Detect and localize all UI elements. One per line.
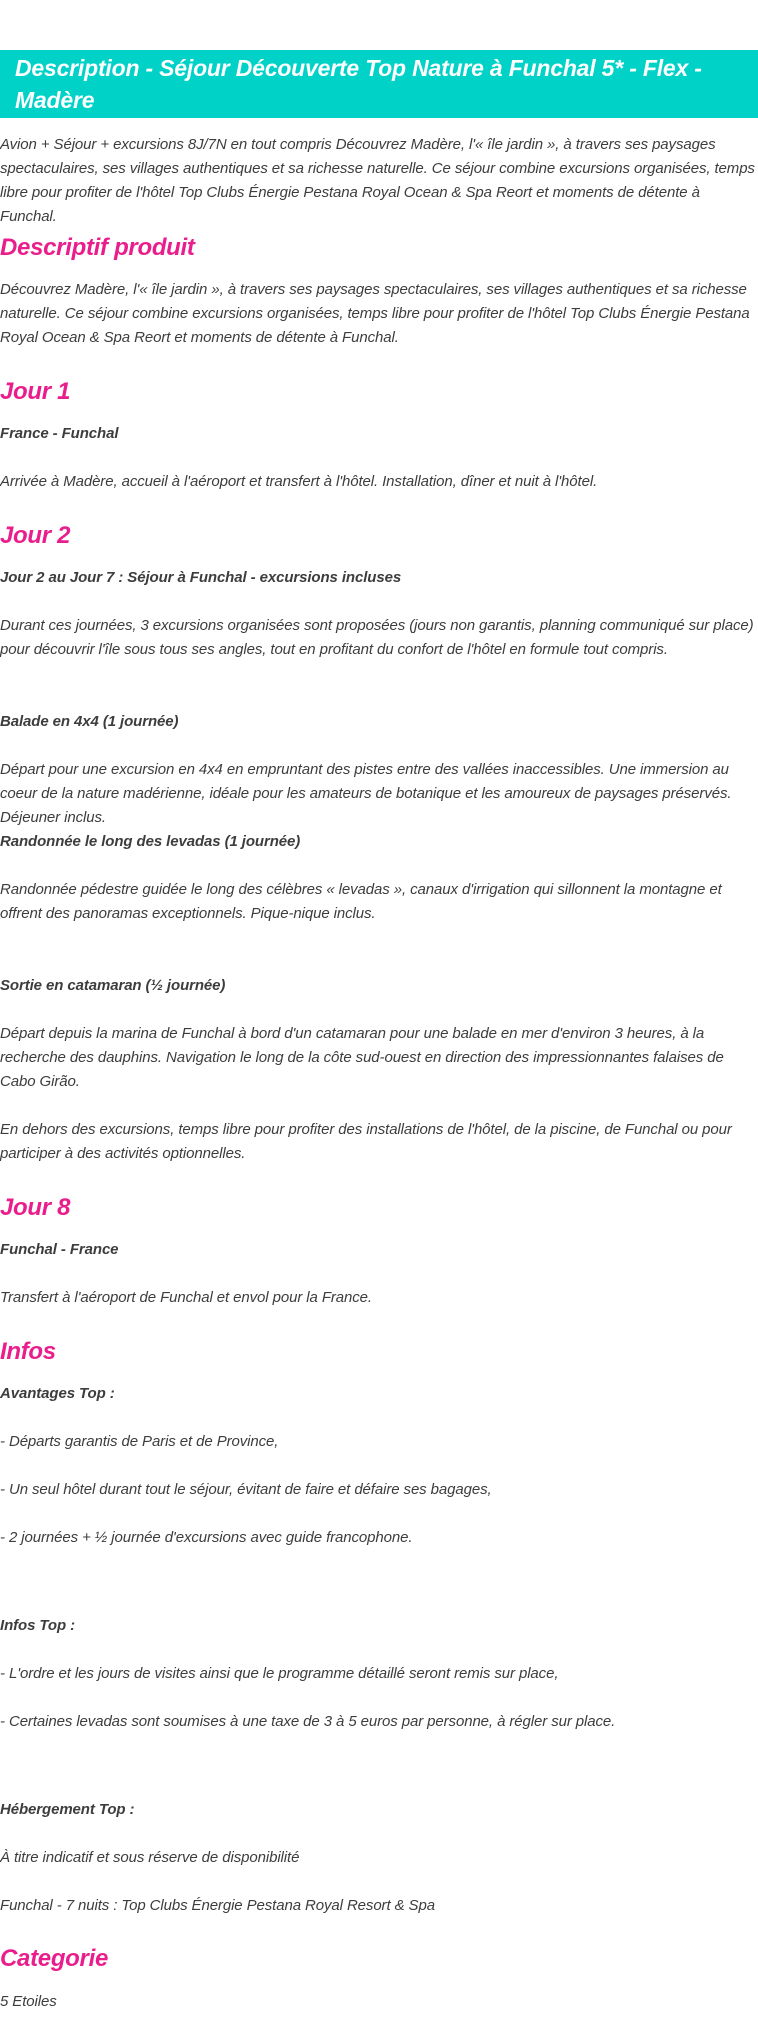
descriptif-heading: Descriptif produit	[0, 234, 195, 261]
hebergement-item: Funchal - 7 nuits : Top Clubs Énergie Pestana Royal Resort & Spa	[0, 1897, 435, 1914]
info-item: - L'ordre et les jours de visites ainsi que le programme détaillé seront remis sur place,	[0, 1665, 559, 1682]
excursion-4x4-title: Balade en 4x4 (1 journée)	[0, 713, 179, 730]
descriptif-text: Découvrez Madère, l'« île jardin », à travers ses paysages spectaculaires, ses villages authentiques et sa richesse naturelle. Ce séjour combine excursions organisées, temps libre pour profiter de l'hôtel Top Clubs Énergie Pestana Royal Ocean & Spa Reort et moments de détente à Funchal.	[0, 281, 750, 346]
jour8-text: Transfert à l'aéroport de Funchal et envol pour la France.	[0, 1289, 372, 1306]
avantage-item: - Départs garantis de Paris et de Province,	[0, 1433, 279, 1450]
jour1-subtitle: France - Funchal	[0, 425, 119, 442]
hebergement-title: Hébergement Top :	[0, 1801, 135, 1818]
jour2-text: Durant ces journées, 3 excursions organisées sont proposées (jours non garantis, planning communiqué sur place) pour découvrir l'île sous tous ses angles, tout en profitant du confort de l'hôtel en formule tout compris.	[0, 617, 754, 658]
intro-text: Avion + Séjour + excursions 8J/7N en tout compris Découvrez Madère, l'« île jardin », à travers ses paysages spectaculaires, ses villages authentiques et sa richesse naturelle. Ce séjour combine excursions organisées, temps libre pour profiter de l'hôtel Top Clubs Énergie Pestana Royal Ocean & Spa Reort et moments de détente à Funchal.	[0, 136, 755, 225]
jour1-text: Arrivée à Madère, accueil à l'aéroport et transfert à l'hôtel. Installation, dîner et nuit à l'hôtel.	[0, 473, 598, 490]
jour8-subtitle: Funchal - France	[0, 1241, 119, 1258]
free-time-text: En dehors des excursions, temps libre pour profiter des installations de l'hôtel, de la piscine, de Funchal ou pour participer à des activités optionnelles.	[0, 1121, 732, 1162]
infos-top-title: Infos Top :	[0, 1617, 75, 1634]
jour2-heading: Jour 2	[0, 522, 71, 549]
title-banner	[0, 50, 758, 118]
jour1-heading: Jour 1	[0, 378, 71, 405]
page-title: Description - Séjour Découverte Top Nature à Funchal 5* - Flex - Madère	[15, 55, 702, 113]
excursion-levadas-text: Randonnée pédestre guidée le long des célèbres « levadas », canaux d'irrigation qui sillonnent la montagne et offrent des panoramas exceptionnels. Pique-nique inclus.	[0, 881, 722, 922]
avantage-item: - 2 journées + ½ journée d'excursions avec guide francophone.	[0, 1529, 413, 1546]
excursion-catamaran-title: Sortie en catamaran (½ journée)	[0, 977, 226, 994]
excursion-4x4-text: Départ pour une excursion en 4x4 en empruntant des pistes entre des vallées inaccessibles. Une immersion au coeur de la nature madérienne, idéale pour les amateurs de botanique et les amoureux de paysages préservés. Déjeuner inclus.	[0, 761, 732, 826]
categorie-heading: Categorie	[0, 1945, 108, 1972]
excursion-catamaran-text: Départ depuis la marina de Funchal à bord d'un catamaran pour une balade en mer d'environ 3 heures, à la recherche des dauphins. Navigation le long de la côte sud-ouest en direction des impressionnantes falaises de Cabo Girão.	[0, 1025, 724, 1090]
infos-heading: Infos	[0, 1338, 56, 1365]
avantage-item: - Un seul hôtel durant tout le séjour, évitant de faire et défaire ses bagages,	[0, 1481, 492, 1498]
jour8-heading: Jour 8	[0, 1194, 71, 1221]
hebergement-item: À titre indicatif et sous réserve de disponibilité	[0, 1849, 300, 1866]
jour2-subtitle: Jour 2 au Jour 7 : Séjour à Funchal - excursions incluses	[0, 569, 402, 586]
categorie-value: 5 Etoiles	[0, 1993, 57, 2010]
excursion-levadas-title: Randonnée le long des levadas (1 journée)	[0, 833, 301, 850]
info-item: - Certaines levadas sont soumises à une taxe de 3 à 5 euros par personne, à régler sur place.	[0, 1713, 616, 1730]
avantages-title: Avantages Top :	[0, 1385, 115, 1402]
